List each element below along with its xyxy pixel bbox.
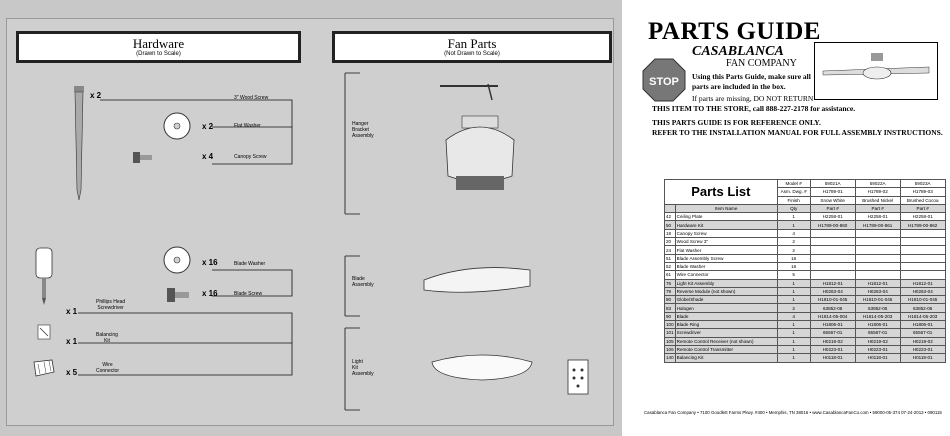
screwdriver-icon: [36, 248, 52, 305]
cell-part-1: [810, 238, 855, 246]
cell-part-3: [900, 254, 945, 262]
cell-name: Blade Washer: [675, 262, 777, 270]
wire-connector-label: [96, 362, 119, 374]
cell-qty: 2: [777, 238, 810, 246]
cell-part-2: H1810-01-045: [855, 296, 900, 304]
cell-part-3: 65567-01: [900, 329, 945, 337]
cell-qty: 2: [777, 304, 810, 312]
cell-name: Blade Ring: [675, 321, 777, 329]
hardware-subtitle: (Drawn to Scale): [136, 51, 181, 57]
light-kit-label-3: Assembly: [352, 371, 374, 377]
cell-qty: 5: [777, 271, 810, 279]
cell-no: 20: [665, 238, 676, 246]
cell-name: Light Kit Assembly: [675, 279, 777, 287]
cell-part-1: H2258-01: [810, 213, 855, 221]
table-row: [665, 262, 946, 270]
part-header-3: Part #: [900, 204, 945, 212]
cell-qty: 1: [777, 345, 810, 353]
cell-part-3: [900, 229, 945, 237]
cell-no: 101: [666, 330, 674, 336]
remote-control-icon: [568, 360, 588, 394]
table-row: [665, 271, 946, 279]
cell-part-2: H1789-00-861: [855, 221, 900, 229]
cell-qty: 1: [777, 337, 810, 345]
cell-no: 83: [665, 304, 676, 312]
fan-preview: [814, 42, 938, 100]
balancing-kit-qty: x 1: [66, 337, 78, 346]
cell-part-1: [810, 229, 855, 237]
cell-part-2: [855, 238, 900, 246]
cell-qty: 1: [777, 221, 810, 229]
table-row: [665, 321, 946, 329]
table-row: [665, 254, 946, 262]
cell-part-1: H0263-04: [810, 287, 855, 295]
cell-part-2: [855, 246, 900, 254]
cell-part-2: [855, 271, 900, 279]
fan-parts-title: Fan Parts: [447, 36, 497, 51]
cell-part-3: [900, 262, 945, 270]
table-row: [665, 246, 946, 254]
cell-name: Hardware Kit: [675, 221, 777, 229]
screwdriver-label: [96, 299, 125, 311]
parts-guide-title: PARTS GUIDE: [648, 18, 821, 45]
cell-part-1: H0223-01: [810, 345, 855, 353]
blade-screw-qty: x 16: [202, 289, 218, 298]
table-row: [665, 304, 946, 312]
finish-2: Brushed Nickel: [855, 196, 900, 204]
hardware-title: Hardware: [132, 36, 185, 51]
cell-no: 90: [665, 312, 676, 320]
motor-housing-icon: [446, 116, 514, 190]
table-row: [665, 312, 946, 320]
cell-name: Flat Washer: [675, 246, 777, 254]
fan-blade-icon: [424, 268, 530, 293]
cell-name: Remote Control Receiver (not shown): [675, 337, 777, 345]
screwdriver-qty: x 1: [66, 307, 78, 316]
cell-part-1: H1812-01: [810, 279, 855, 287]
hanger-bracket-label-2: Bracket: [352, 127, 369, 133]
guide-panel: [622, 0, 950, 436]
asm-header: Asm. Dwg. #: [777, 188, 810, 196]
stop-sign-icon: [642, 58, 686, 102]
table-row: [665, 221, 946, 229]
light-kit-label-1: Light: [352, 359, 363, 365]
cell-part-2: H0263-04: [855, 287, 900, 295]
cell-name: Wire Connector: [675, 271, 777, 279]
cell-part-3: H0263-04: [900, 287, 945, 295]
cell-part-1: 63852-05: [810, 304, 855, 312]
wire-connector-label-1: Wire: [102, 362, 113, 368]
cell-part-2: [855, 262, 900, 270]
light-kit-label: [352, 359, 374, 377]
cell-part-2: H1812-01: [855, 279, 900, 287]
cell-no: 61: [665, 271, 676, 279]
wood-screw-label: 3" Wood Screw: [234, 95, 269, 101]
canopy-screw-icon: [133, 152, 152, 163]
cell-name: Blade: [675, 312, 777, 320]
hanger-bracket-label-1: Hanger: [352, 121, 369, 127]
balancing-kit-label-1: Balancing: [96, 332, 118, 338]
ceiling-fan-icon: [815, 43, 937, 99]
blade-assembly-label-1: Blade: [352, 276, 365, 282]
flat-washer-icon: [164, 113, 190, 139]
blade-washer-qty: x 16: [202, 258, 218, 267]
finish-header: Finish: [777, 196, 810, 204]
model-header: Model #: [777, 180, 810, 188]
finish-3: Brushed Cocoa: [900, 196, 945, 204]
cell-part-2: H0118-01: [855, 354, 900, 362]
cell-part-1: 65567-01: [810, 329, 855, 337]
stop-sign-text: STOP: [649, 76, 679, 88]
cell-part-1: [810, 271, 855, 279]
cell-no: 106: [666, 347, 674, 353]
screwdriver-label-1: Phillips Head: [96, 299, 126, 305]
cell-no: 80: [665, 296, 676, 304]
cell-qty: 1: [777, 287, 810, 295]
blade-screw-label: Blade Screw: [234, 291, 263, 297]
finish-1: Snow White: [810, 196, 855, 204]
instruction-line-5: THIS PARTS GUIDE IS FOR REFERENCE ONLY.: [652, 118, 821, 127]
instruction-line-3: If parts are missing, DO NOT RETURN: [692, 94, 814, 103]
hanger-bracket-label-3: Assembly: [352, 133, 374, 139]
cell-name: Halogen: [675, 304, 777, 312]
cell-qty: 4: [777, 229, 810, 237]
table-row: [665, 345, 946, 353]
no-header: [665, 204, 676, 212]
wood-screw-qty: x 2: [90, 91, 102, 100]
cell-part-3: H0219-02: [900, 337, 945, 345]
model-2: 59022A: [855, 180, 900, 188]
cell-no: 24: [665, 246, 676, 254]
cell-part-2: [855, 229, 900, 237]
cell-qty: 16: [777, 262, 810, 270]
screwdriver-label-2: Screwdriver: [97, 305, 124, 311]
asm-1: H1789-01: [810, 188, 855, 196]
light-kit-icon: [432, 355, 532, 380]
flat-washer-qty: x 2: [202, 122, 214, 131]
table-row: [665, 296, 946, 304]
canopy-screw-qty: x 4: [202, 152, 214, 161]
cell-part-3: [900, 271, 945, 279]
cell-name: Screwdriver: [675, 329, 777, 337]
cell-part-1: H0118-01: [810, 354, 855, 362]
cell-part-2: H1806-01: [855, 321, 900, 329]
instruction-line-6: REFER TO THE INSTALLATION MANUAL FOR FULL ASSEMBLY INSTRUCTIONS.: [652, 128, 943, 137]
table-row: [665, 329, 946, 337]
wire-connector-label-2: Connector: [96, 368, 120, 374]
cell-part-1: H1806-01: [810, 321, 855, 329]
cell-no: 76: [665, 279, 676, 287]
cell-name: Remote Control Transmitter: [675, 345, 777, 353]
cell-no: 79: [665, 287, 676, 295]
parts-list-table: [664, 179, 946, 363]
table-row: [665, 229, 946, 237]
cell-qty: 1: [777, 354, 810, 362]
cell-name: Balancing Kit: [675, 354, 777, 362]
table-row: [665, 354, 946, 362]
cell-part-1: [810, 246, 855, 254]
cell-part-2: H2258-01: [855, 213, 900, 221]
table-row: [665, 238, 946, 246]
cell-part-3: H1812-01: [900, 279, 945, 287]
cell-part-3: [900, 246, 945, 254]
cell-part-1: [810, 262, 855, 270]
table-row: [665, 213, 946, 221]
cell-part-3: [900, 238, 945, 246]
asm-3: H1789-03: [900, 188, 945, 196]
blade-assembly-label-2: Assembly: [352, 282, 374, 288]
cell-part-3: H1789-00-862: [900, 221, 945, 229]
cell-part-2: H0223-01: [855, 345, 900, 353]
cell-no: 140: [666, 355, 674, 361]
cell-name: Globe/Shade: [675, 296, 777, 304]
qty-header: Qty: [777, 204, 810, 212]
cell-part-2: H0219-02: [855, 337, 900, 345]
cell-qty: 1: [777, 329, 810, 337]
cell-qty: 16: [777, 254, 810, 262]
cell-qty: 2: [777, 246, 810, 254]
blade-washer-label: Blade Washer: [234, 261, 266, 267]
wood-screw-icon: [74, 86, 84, 200]
cell-part-1: H0219-02: [810, 337, 855, 345]
balancing-kit-icon: [38, 325, 50, 339]
blade-assembly-label: [352, 276, 374, 288]
brand-logo: CASABLANCA: [692, 44, 784, 59]
cell-part-1: H1810-01-045: [810, 296, 855, 304]
cell-name: Reverse Module (not shown): [675, 287, 777, 295]
instruction-line-4: THIS ITEM TO THE STORE, call 888-227-2178 for assistance.: [652, 104, 856, 113]
item-header: Item Name: [675, 204, 777, 212]
cell-part-3: H0223-01: [900, 345, 945, 353]
cell-name: Wood Screw 3": [675, 238, 777, 246]
blade-washer-icon: [164, 247, 190, 273]
cell-part-3: H1814-05-203: [900, 312, 945, 320]
cell-qty: 1: [777, 213, 810, 221]
footer-text: Casablanca Fan Company • 7100 Goodlett Farms Pkwy. #400 • Memphis, TN 38016 • www.CasablancaFanCo.com • 59000-05-374 07-24-2013 • 090115: [644, 410, 942, 415]
cell-no: 50: [665, 221, 676, 229]
blade-screw-icon: [167, 288, 189, 302]
wire-connector-qty: x 5: [66, 368, 78, 377]
model-1: 59021A: [810, 180, 855, 188]
cell-part-3: H1806-01: [900, 321, 945, 329]
part-header-1: Part #: [810, 204, 855, 212]
cell-part-2: [855, 254, 900, 262]
cell-name: Blade Assembly Screw: [675, 254, 777, 262]
cell-no: 51: [665, 254, 676, 262]
cell-no: 100: [666, 322, 674, 328]
instruction-line-2: parts are included in the box.: [692, 82, 786, 91]
cell-no: 42: [665, 213, 676, 221]
cell-part-3: 63852-05: [900, 304, 945, 312]
cell-part-2: H1814-05-203: [855, 312, 900, 320]
hanger-bracket-icon: [440, 84, 498, 100]
cell-name: Canopy Screw: [675, 229, 777, 237]
parts-list-title: Parts List: [665, 180, 778, 205]
cell-qty: 1: [777, 279, 810, 287]
balancing-kit-label-2: Kit: [104, 338, 110, 344]
cell-part-3: H1810-01-045: [900, 296, 945, 304]
cell-part-1: [810, 254, 855, 262]
asm-2: H1789-02: [855, 188, 900, 196]
flat-washer-label: Flat Washer: [234, 123, 261, 129]
brand-tagline: FAN COMPANY: [726, 58, 797, 69]
light-kit-label-2: Kit: [352, 365, 358, 371]
cell-no: 52: [665, 262, 676, 270]
balancing-kit-label: [96, 332, 118, 344]
fan-parts-subtitle: (Not Drawn to Scale): [444, 51, 500, 57]
model-3: 59023A: [900, 180, 945, 188]
cell-name: Ceiling Plate: [675, 213, 777, 221]
cell-part-2: 63852-05: [855, 304, 900, 312]
table-row: [665, 287, 946, 295]
canopy-screw-label: Canopy Screw: [234, 154, 267, 160]
cell-part-1: H1789-00-860: [810, 221, 855, 229]
cell-qty: 1: [777, 321, 810, 329]
cell-qty: 4: [777, 312, 810, 320]
table-row: [665, 337, 946, 345]
instruction-line-1: Using this Parts Guide, make sure all: [692, 72, 811, 81]
wire-connector-icon: [34, 360, 54, 376]
table-row: [665, 279, 946, 287]
cell-part-3: H0118-01: [900, 354, 945, 362]
part-header-2: Part #: [855, 204, 900, 212]
cell-no: 105: [666, 338, 674, 344]
cell-part-3: H2258-01: [900, 213, 945, 221]
cell-part-1: H1814-05-004: [810, 312, 855, 320]
hanger-bracket-label: [352, 121, 374, 139]
cell-no: 18: [665, 229, 676, 237]
cell-part-2: 65567-01: [855, 329, 900, 337]
cell-qty: 1: [777, 296, 810, 304]
